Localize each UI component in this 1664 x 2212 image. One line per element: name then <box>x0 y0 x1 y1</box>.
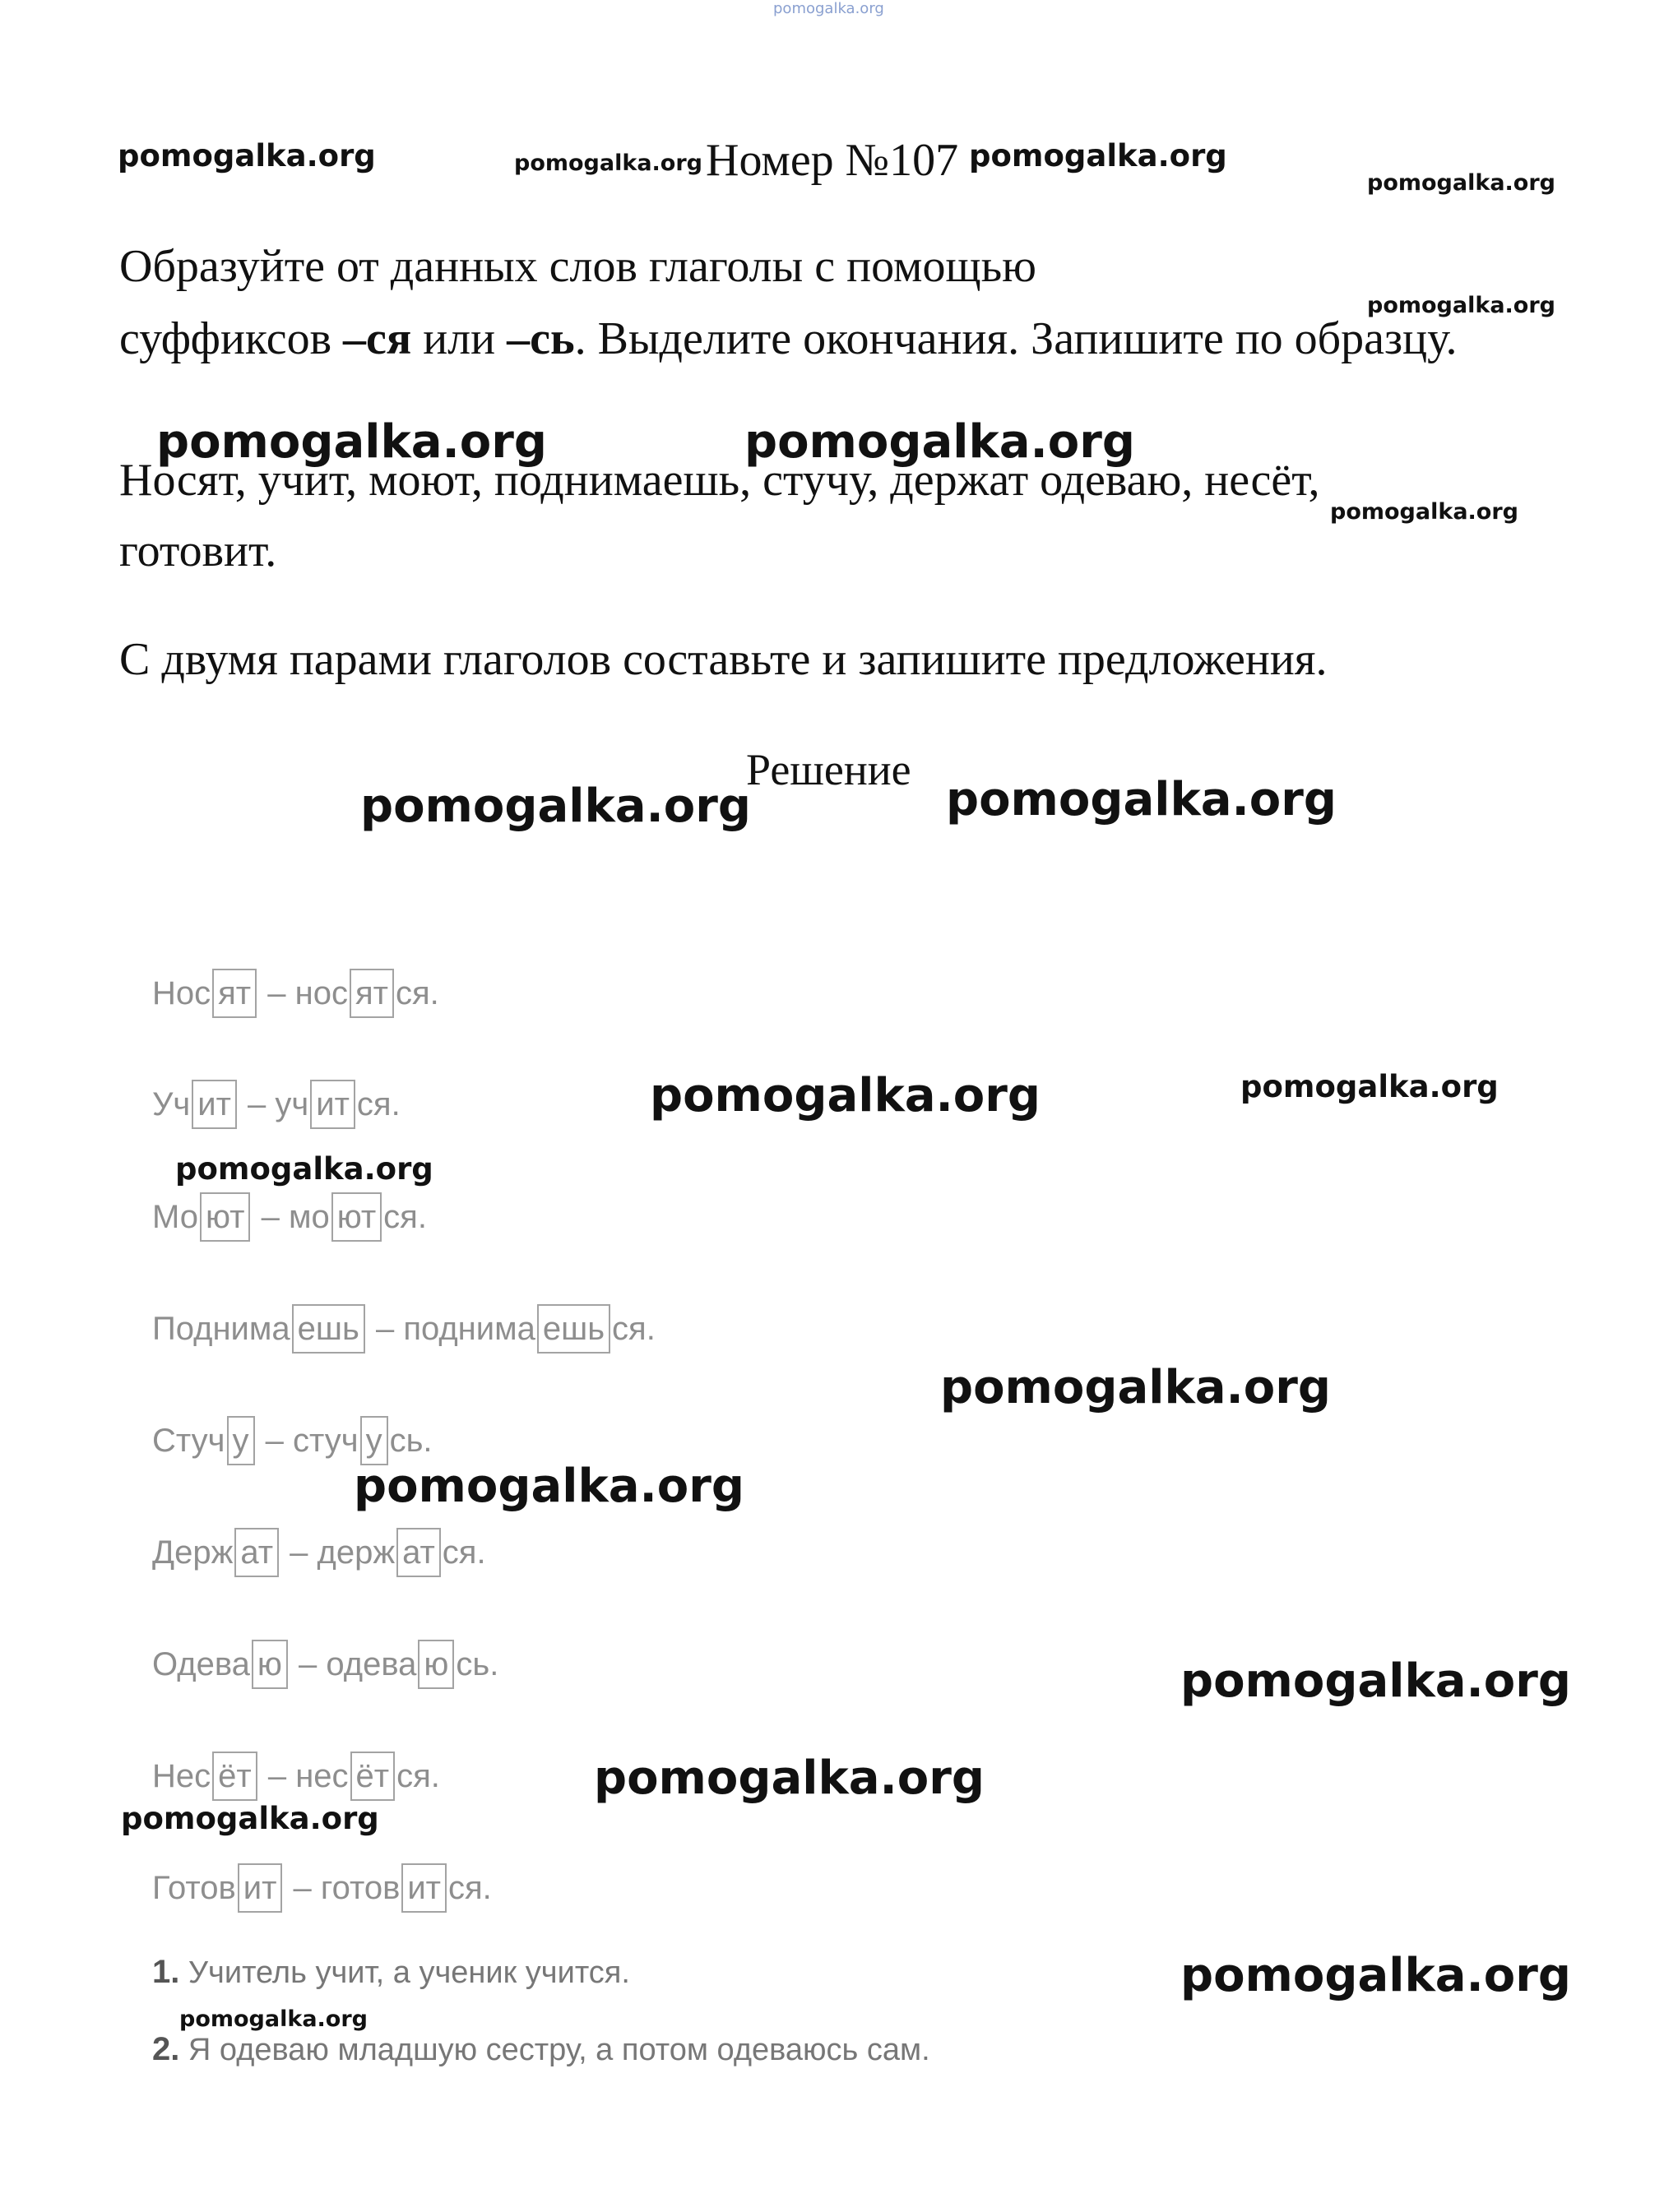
suffix: ся. <box>448 1870 492 1906</box>
stem: Нос <box>152 975 211 1011</box>
task-line-1: Образуйте от данных слов глаголы с помощью <box>119 241 1036 292</box>
stem: Поднима <box>152 1311 290 1347</box>
sentence-text: Учитель учит, а ученик учится. <box>179 1955 630 1990</box>
ending-box: ёт <box>350 1752 396 1801</box>
stem: Стуч <box>152 1423 225 1459</box>
sentence-text: Я одеваю младшую сестру, а потом одеваюсь сам. <box>179 2033 930 2067</box>
stem: поднима <box>403 1311 535 1347</box>
sentence-2 <box>152 2031 930 2068</box>
solution-row <box>152 1192 427 1242</box>
ending-box: ешь <box>537 1304 610 1354</box>
ending-box: ят <box>350 969 394 1018</box>
sentence-number: 1. <box>152 1954 180 1990</box>
ending-box: ешь <box>292 1304 365 1354</box>
suffix: ся. <box>442 1534 486 1571</box>
watermark: pomogalka.org <box>940 1361 1331 1414</box>
watermark: pomogalka.org <box>360 780 751 833</box>
watermark: pomogalka.org <box>121 1801 379 1836</box>
sentence-1 <box>152 1954 630 1991</box>
suffix: сь. <box>389 1423 433 1459</box>
dash: – <box>366 1311 404 1347</box>
ending-box: ют <box>200 1192 250 1242</box>
watermark: pomogalka.org <box>1330 499 1518 525</box>
dash: – <box>256 1423 293 1459</box>
stem: уч <box>275 1086 309 1122</box>
solution-row <box>152 1528 486 1577</box>
page-title: Номер №107 <box>706 135 959 186</box>
dash: – <box>280 1534 318 1571</box>
dash: – <box>252 1199 289 1235</box>
suffix: ся. <box>396 1758 440 1794</box>
stem: Мо <box>152 1199 199 1235</box>
solution-row <box>152 1863 492 1913</box>
dash: – <box>238 1086 276 1122</box>
suffix: сь. <box>456 1646 499 1682</box>
watermark: pomogalka.org <box>744 415 1135 469</box>
solution-row <box>152 969 439 1018</box>
dash: – <box>284 1870 321 1906</box>
watermark: pomogalka.org <box>594 1752 985 1805</box>
stem: нес <box>295 1758 349 1794</box>
suffix: ся. <box>612 1311 656 1347</box>
watermark: pomogalka.org <box>514 150 702 176</box>
sentence-number: 2. <box>152 2031 180 2067</box>
ending-box: ат <box>396 1528 441 1577</box>
watermark: pomogalka.org <box>969 138 1227 174</box>
dash: – <box>258 1758 296 1794</box>
stem: Одева <box>152 1646 250 1682</box>
stem: готов <box>320 1870 401 1906</box>
ending-box: ят <box>212 969 257 1018</box>
words-line-1: Носят, учит, моют, поднимаешь, стучу, держат одеваю, несёт, <box>119 455 1320 506</box>
ending-box: ю <box>252 1640 288 1689</box>
task-line-2-or: или <box>411 313 508 364</box>
stem: Нес <box>152 1758 211 1794</box>
ending-box: ит <box>310 1080 355 1129</box>
watermark: pomogalka.org <box>1180 1654 1571 1708</box>
ending-box: ит <box>192 1080 237 1129</box>
watermark: pomogalka.org <box>354 1460 744 1513</box>
words-line-2: готовит. <box>119 525 277 576</box>
top-watermark: pomogalka.org <box>773 0 884 17</box>
ending-box: ит <box>401 1863 447 1913</box>
solution-row <box>152 1640 498 1689</box>
solution-heading: Решение <box>746 745 911 794</box>
suffix: ся. <box>383 1199 427 1235</box>
stem: держ <box>317 1534 396 1571</box>
ending-box: ют <box>331 1192 382 1242</box>
watermark: pomogalka.org <box>1367 293 1555 318</box>
dash: – <box>289 1646 327 1682</box>
watermark: pomogalka.org <box>946 773 1337 826</box>
dash: – <box>258 975 295 1011</box>
suffix-sya: –ся <box>343 313 412 364</box>
stem: Уч <box>152 1086 191 1122</box>
task-line-2-rest: . Выделите окончания. Запишите по образцу. <box>574 313 1458 364</box>
stem: Готов <box>152 1870 236 1906</box>
solution-row <box>152 1304 656 1354</box>
ending-box: у <box>227 1416 255 1465</box>
stem: Держ <box>152 1534 234 1571</box>
ending-box: ат <box>234 1528 279 1577</box>
suffix: ся. <box>356 1086 401 1122</box>
watermark: pomogalka.org <box>175 1151 433 1187</box>
suffix: ся. <box>395 975 439 1011</box>
watermark: pomogalka.org <box>650 1069 1041 1122</box>
stem: одева <box>326 1646 417 1682</box>
watermark: pomogalka.org <box>179 2006 368 2032</box>
task-line-2 <box>119 312 1458 365</box>
watermark: pomogalka.org <box>1180 1949 1571 2002</box>
solution-row <box>152 1416 433 1465</box>
ending-box: ит <box>238 1863 283 1913</box>
stem: нос <box>294 975 348 1011</box>
ending-box: ёт <box>212 1752 257 1801</box>
watermark: pomogalka.org <box>1367 170 1555 196</box>
watermark: pomogalka.org <box>156 415 547 469</box>
ending-box: у <box>360 1416 388 1465</box>
stem: мо <box>288 1199 330 1235</box>
stem: стуч <box>292 1423 359 1459</box>
task-line-2-prefix: суффиксов <box>119 313 344 364</box>
watermark: pomogalka.org <box>1240 1069 1499 1104</box>
watermark: pomogalka.org <box>118 138 376 174</box>
ending-box: ю <box>418 1640 454 1689</box>
task-instruction: С двумя парами глаголов составьте и запишите предложения. <box>119 634 1328 685</box>
solution-row <box>152 1080 401 1129</box>
solution-row <box>152 1752 440 1801</box>
suffix-s: –сь <box>507 313 575 364</box>
